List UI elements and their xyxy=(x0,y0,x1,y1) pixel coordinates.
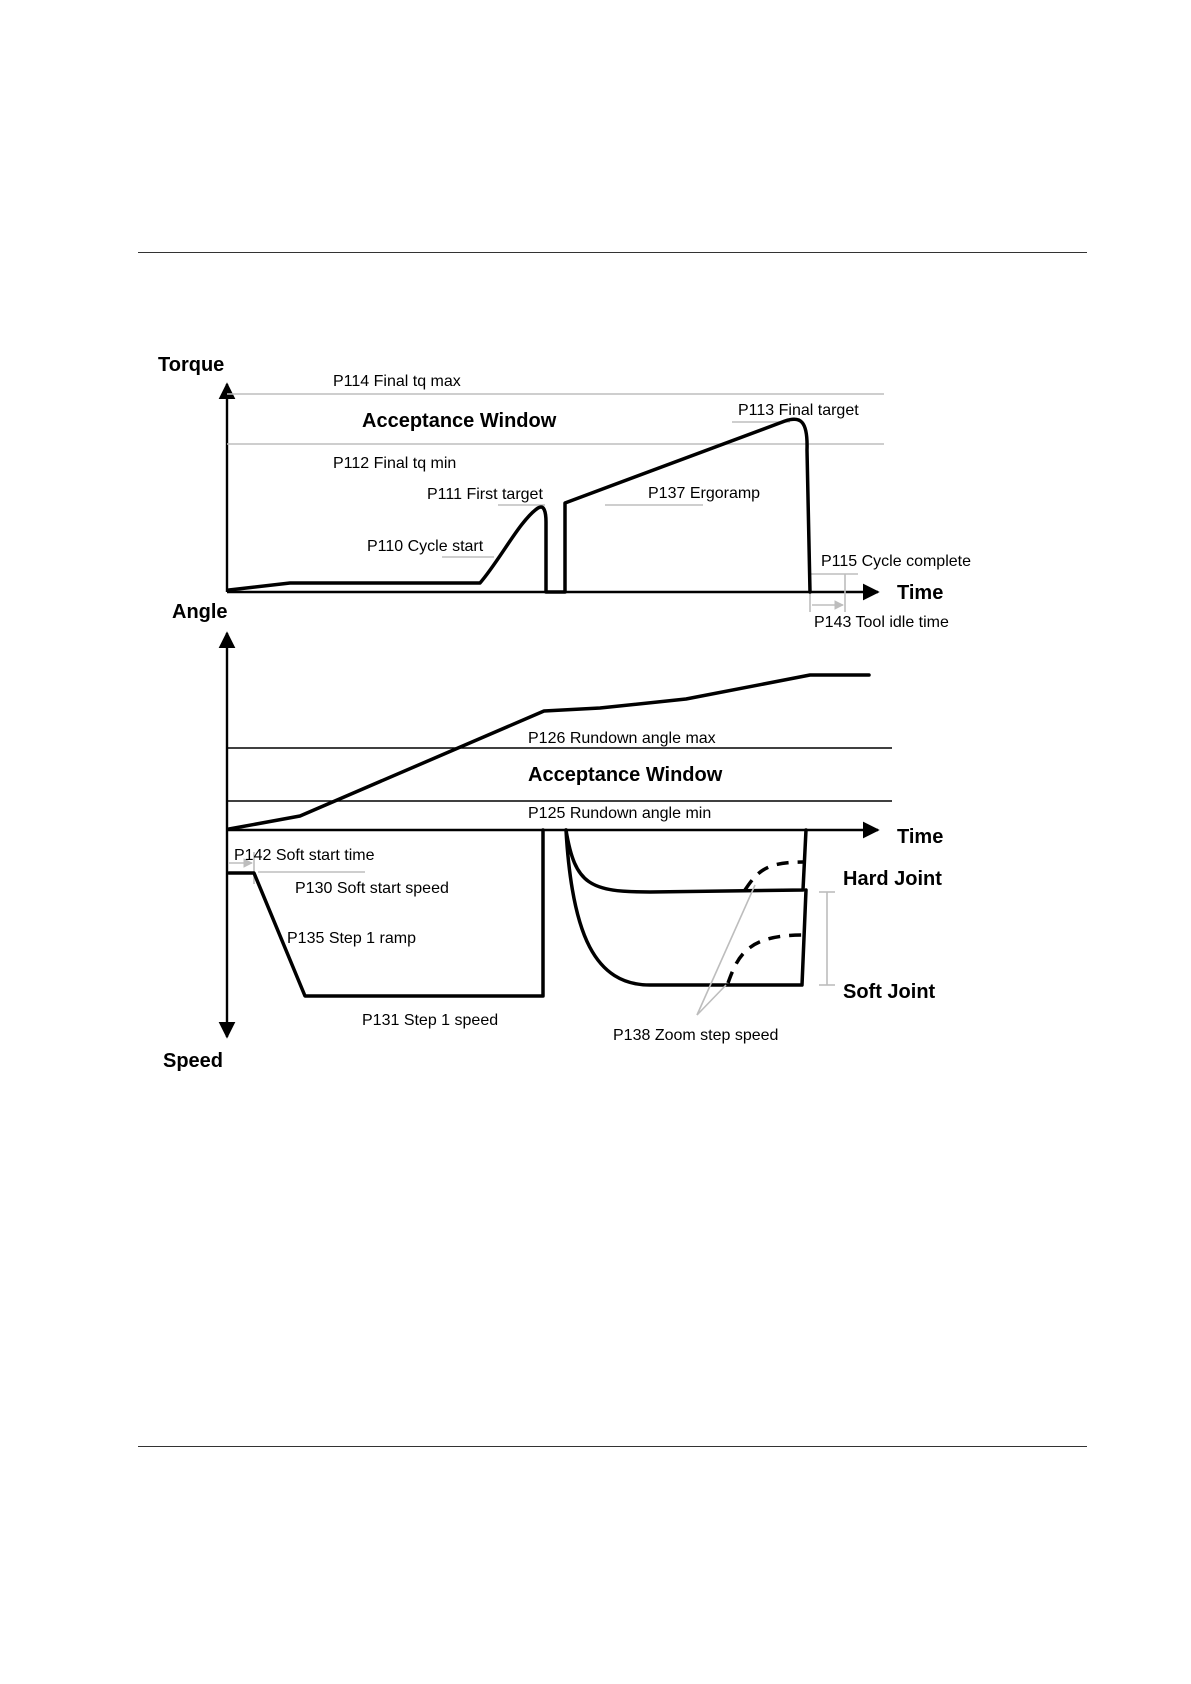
torque-axis-title: Torque xyxy=(158,354,225,376)
zoom-step-leader-soft xyxy=(697,985,726,1015)
soft-start-speed-label: P130 Soft start speed xyxy=(295,880,449,897)
ergoramp-label: P137 Ergoramp xyxy=(648,485,761,502)
rundown-angle-min-label: P125 Rundown angle min xyxy=(528,805,712,822)
speed-panel xyxy=(163,830,942,1072)
final-tq-min-label: P112 Final tq min xyxy=(333,455,457,472)
cycle-complete-label: P115 Cycle complete xyxy=(821,553,971,570)
cycle-start-label: P110 Cycle start xyxy=(367,538,484,555)
soft-joint-speed-curve xyxy=(566,830,806,985)
torque-time-label: Time xyxy=(897,582,944,604)
first-target-label: P111 First target xyxy=(427,486,543,503)
step1-ramp-label: P135 Step 1 ramp xyxy=(287,930,416,947)
angle-panel xyxy=(172,601,943,848)
soft-start-time-label: P142 Soft start time xyxy=(234,847,375,864)
final-target-label: P113 Final target xyxy=(738,402,859,419)
rundown-angle-max-label: P126 Rundown angle max xyxy=(528,730,716,747)
final-tq-max-label: P114 Final tq max xyxy=(333,373,461,390)
zoom-step-speed-label: P138 Zoom step speed xyxy=(613,1027,779,1044)
hard-joint-zoom-step-curve xyxy=(745,862,803,890)
hard-joint-speed-curve xyxy=(566,830,806,892)
angle-time-label: Time xyxy=(897,826,944,848)
speed-axis-title: Speed xyxy=(163,1050,224,1072)
torque-panel xyxy=(158,354,971,631)
tool-idle-time-label: P143 Tool idle time xyxy=(814,614,949,631)
step1-speed-label: P131 Step 1 speed xyxy=(362,1012,499,1029)
soft-joint-label: Soft Joint xyxy=(843,981,936,1003)
soft-joint-zoom-step-curve xyxy=(728,935,803,983)
hard-joint-label: Hard Joint xyxy=(843,868,942,890)
zoom-step-leader-hard xyxy=(697,885,755,1015)
angle-acceptance-window-title: Acceptance Window xyxy=(528,764,723,786)
torque-acceptance-window-title: Acceptance Window xyxy=(362,410,557,432)
angle-axis-title: Angle xyxy=(172,601,228,623)
